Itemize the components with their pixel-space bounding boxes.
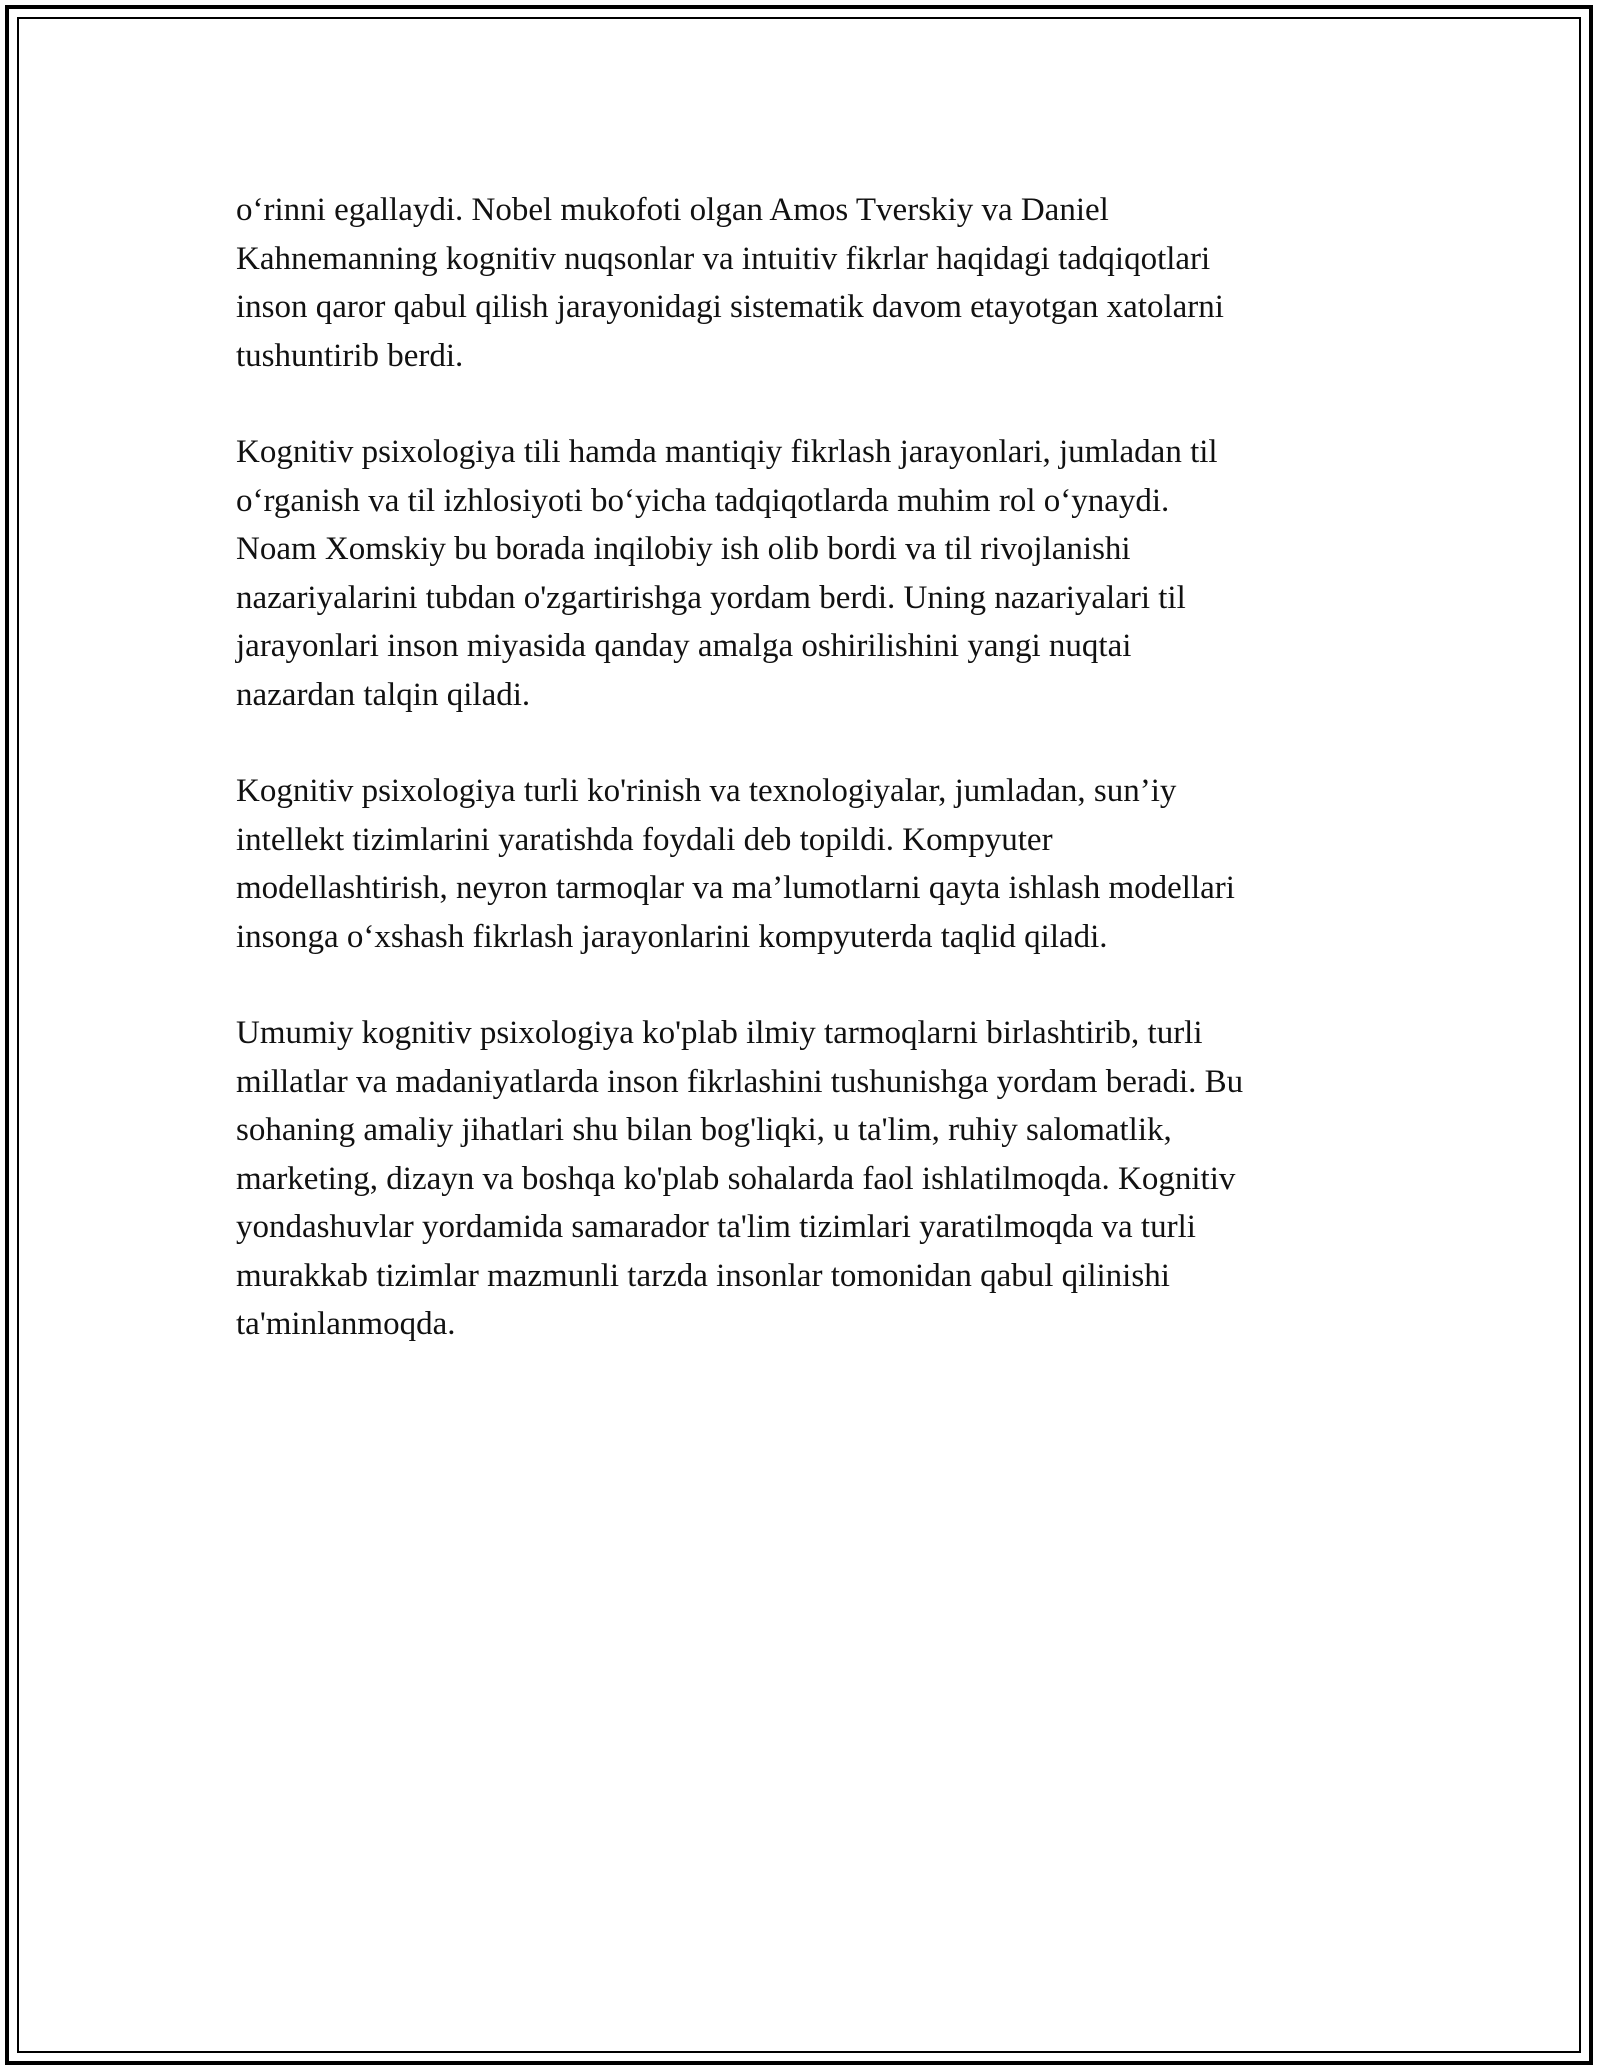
- document-body: [236, 186, 1376, 1397]
- text-line: nazariyalarini tubdan o'zgartirishga yordam berdi. Uning nazariyalari til: [236, 579, 1186, 616]
- text-line: Kahnemanning kognitiv nuqsonlar va intuitiv fikrlar haqidagi tadqiqotlari: [236, 240, 1211, 277]
- paragraph-4: [236, 1009, 1376, 1349]
- paragraph-2: [236, 428, 1376, 719]
- text-line: millatlar va madaniyatlarda inson fikrlashini tushunishga yordam beradi. Bu: [236, 1063, 1244, 1100]
- text-line: murakkab tizimlar mazmunli tarzda insonlar tomonidan qabul qilinishi: [236, 1257, 1170, 1294]
- text-line: intellekt tizimlarini yaratishda foydali deb topildi. Kompyuter: [236, 821, 1053, 858]
- text-line: yondashuvlar yordamida samarador ta'lim tizimlari yaratilmoqda va turli: [236, 1209, 1196, 1245]
- text-line: Kognitiv psixologiya turli ko'rinish va texnologiyalar, jumladan, sun’iy: [236, 773, 1177, 809]
- text-line: inson qaror qabul qilish jarayonidagi sistematik davom etayotgan xatolarni: [236, 289, 1224, 325]
- text-line: Umumiy kognitiv psixologiya ko'plab ilmiy tarmoqlarni birlashtirib, turli: [236, 1015, 1203, 1051]
- text-line: o‘rinni egallaydi. Nobel mukofoti olgan Amos Tverskiy va Daniel: [236, 192, 1109, 228]
- text-line: insonga o‘xshash fikrlash jarayonlarini kompyuterda taqlid qiladi.: [236, 918, 1108, 955]
- text-line: modellashtirish, neyron tarmoqlar va ma’lumotlarni qayta ishlash modellari: [236, 870, 1235, 906]
- text-line: Kognitiv psixologiya tili hamda mantiqiy fikrlash jarayonlari, jumladan til: [236, 434, 1218, 470]
- text-line: o‘rganish va til izhlosiyoti bo‘yicha tadqiqotlarda muhim rol o‘ynaydi.: [236, 482, 1170, 519]
- text-line: jarayonlari inson miyasida qanday amalga oshirilishini yangi nuqtai: [236, 628, 1132, 664]
- paragraph-3: [236, 767, 1376, 961]
- text-line: ta'minlanmoqda.: [236, 1306, 456, 1342]
- text-line: sohaning amaliy jihatlari shu bilan bog'liqki, u ta'lim, ruhiy salomatlik,: [236, 1112, 1172, 1148]
- text-line: tushuntirib berdi.: [236, 337, 464, 374]
- text-line: Noam Xomskiy bu borada inqilobiy ish olib bordi va til rivojlanishi: [236, 531, 1131, 567]
- text-line: nazardan talqin qiladi.: [236, 676, 531, 713]
- paragraph-1: [236, 186, 1376, 380]
- text-line: marketing, dizayn va boshqa ko'plab sohalarda faol ishlatilmoqda. Kognitiv: [236, 1160, 1236, 1197]
